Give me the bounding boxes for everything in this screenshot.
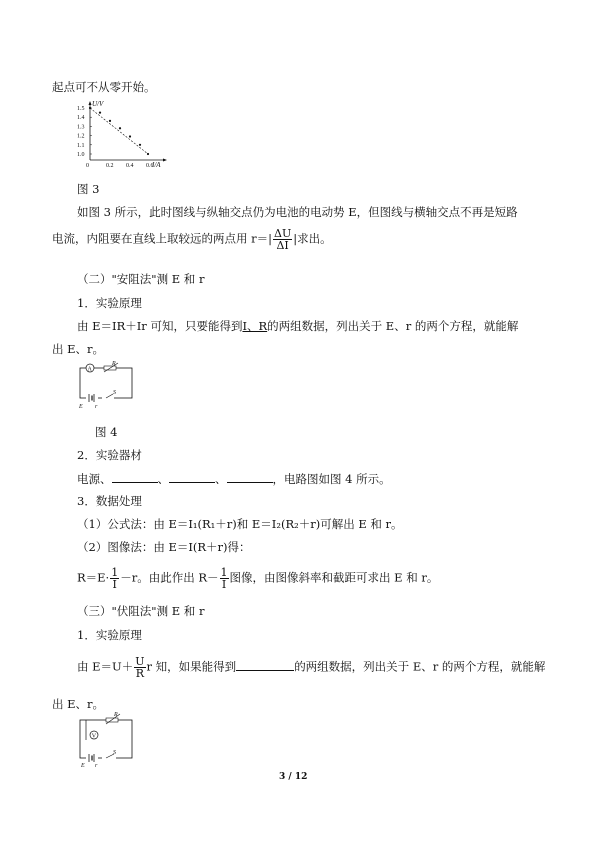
x-tick-label: 0.4 [126,163,134,169]
resistor-label: R [112,361,116,367]
data-point [99,112,101,114]
emf-label: E [81,763,85,768]
y-tick-label: 1.3 [77,124,85,131]
subsection-heading: 3．数据处理 [77,494,142,508]
x-axis-label: I/A [152,161,161,169]
x-tick-label: 0 [86,163,89,169]
fraction: $\frac{U}{R}$ [135,655,145,680]
page-number: 3 / 12 [279,772,308,782]
data-point [147,153,149,155]
paragraph-line: 由 E＝IR＋Ir 可知，只要能得到I、R的两组数据，列出关于 E、r 的两个方程，就能解 [77,319,519,333]
y-axis-label: U/V [92,100,104,108]
data-point [119,127,121,129]
paragraph-line: （1）公式法：由 E＝I₁(R₁＋r)和 E＝I₂(R₂＋r)可解出 E 和 r。 [77,517,403,531]
blank-line [169,471,215,483]
subsection-heading: 2．实验器材 [77,448,142,462]
y-tick-label: 1.2 [77,133,85,140]
y-tick-label: 1.5 [77,106,85,112]
paragraph-line: 出 E、r。 [52,697,105,711]
section-heading: （三）"伏阻法"测 E 和 r [77,604,205,618]
x-tick-label: 0.2 [106,163,114,169]
y-tick-label: 1.0 [77,152,85,158]
resistor-label: R [114,712,118,718]
paragraph-line: （2）图像法：由 E＝I(R＋r)得： [77,540,251,554]
data-point [109,120,111,122]
x-tick-label: 0.6 [146,163,154,169]
paragraph-line: 由 E＝U＋ $\frac{U}{R}$ r 知，如果能得到 的两组数据，列出关于 E、r 的两个方程，就能解 [77,655,546,680]
paragraph-line: 电源、 、 、 ，电路图如图 4 所示。 [77,472,391,486]
blank-line [236,659,294,671]
fraction: $\frac{1}{I}$ [111,566,119,591]
emf-label: E [79,404,83,410]
fraction: $\frac{\Delta U}{\Delta I}$ [274,227,292,252]
section-heading: （二）"安阻法"测 E 和 r [77,272,205,286]
figure-4-caption: 图 4 [95,425,118,439]
subsection-heading: 1．实验原理 [77,296,142,310]
switch-label: S [113,750,116,756]
internal-resistance-label: r [95,763,98,768]
data-point [129,135,131,137]
internal-resistance-label: r [95,404,98,410]
ammeter-label: A [87,366,92,373]
paragraph-line: 电流，内阻要在直线上取较远的两点用 r＝| $\frac{\Delta U}{\Delta I}$ |求出。 [52,227,332,252]
subsection-heading: 1．实验原理 [77,628,142,642]
switch-label: S [113,390,116,396]
paragraph-line: R＝E· $\frac{1}{I}$ －r。由此作出 R－ $\frac{1}{I}$ 图像，由图像斜率和截距可求出 E 和 r。 [77,566,439,591]
voltmeter-label: V [91,733,97,740]
fit-line [90,108,148,154]
data-point [139,144,141,146]
blank-line [112,471,158,483]
y-tick-label: 1.4 [77,115,85,122]
figure-5-circuit [76,710,140,768]
fraction: $\frac{1}{I}$ [220,566,228,591]
blank-line [227,471,273,483]
figure-3-graph [76,98,172,170]
data-point [89,107,91,109]
paragraph-line: 出 E、r。 [52,342,105,356]
figure-4-circuit [76,360,138,412]
figure-3-caption: 图 3 [77,182,100,196]
text-line: 起点可不从零开始。 [52,80,156,94]
y-tick-label: 1.1 [77,142,85,149]
paragraph-line: 如图 3 所示，此时图线与纵轴交点仍为电池的电动势 E，但图线与横轴交点不再是短路 [77,205,518,219]
